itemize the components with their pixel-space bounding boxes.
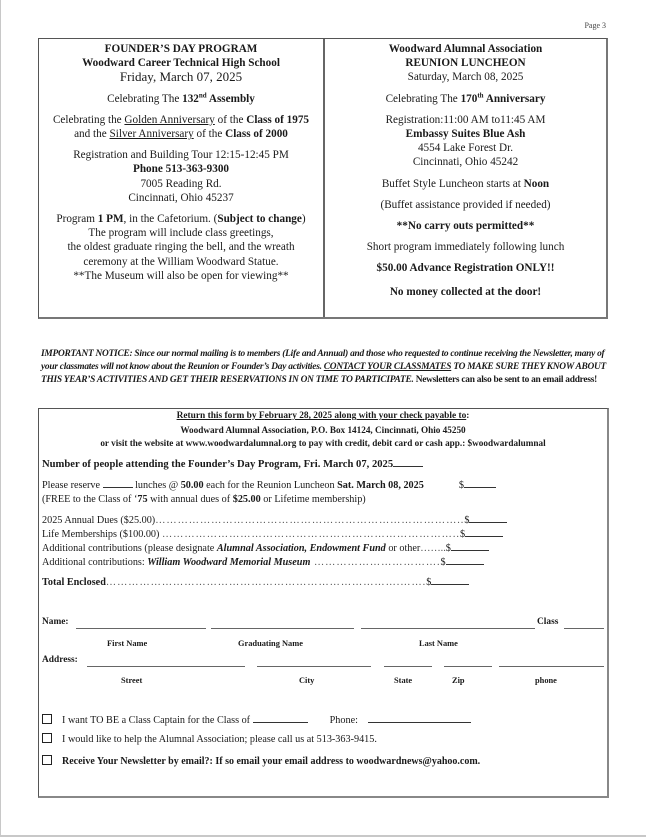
contribution-amount-field[interactable] [451,541,489,551]
return-by-line [39,410,607,424]
class-captain-label: I want TO BE a Class Captain for the Class of [62,715,253,726]
attending-row [42,457,423,470]
venue-city: Cincinnati, Ohio 45242 [412,156,519,169]
founders-date: Friday, March 07, 2025 [119,69,243,85]
street-field[interactable] [87,666,245,667]
text: each for the Reunion Luncheon [203,480,338,491]
school-phone: Phone 513-363-9300 [132,163,230,176]
reserve-row [42,478,496,491]
assembly-line [39,92,323,106]
dollar-sign: $ [426,577,432,588]
contribution-row-1: Additional contributions (please designate Alumnal Association, Endowment Fund or other……..$ [42,541,489,554]
celebrating-text: Celebrating The [107,92,183,105]
program-detail: the oldest graduate ringing the bell, and the wreath [67,241,295,254]
anniversary-line-2 [39,127,323,141]
text: or other [385,543,421,554]
subject-to-change: Subject to change [217,213,302,226]
luncheon-registration: Registration:11:00 AM to11:45 AM [385,113,546,126]
assembly-number: 132 [182,92,199,105]
museum-note: **The Museum will also be open for viewing** [73,269,289,282]
text: lunches @ [132,480,181,491]
total-label: Total Enclosed [42,577,106,588]
founders-day-column [39,39,325,317]
city-field[interactable] [257,666,371,667]
address-label: Address: [42,655,78,665]
golden-anniversary: Golden Anniversary [124,113,215,126]
text: Celebrating the [52,113,125,126]
program-detail: The program will include class greetings, [88,227,274,240]
text: Additional contributions: [42,557,148,568]
assembly-sup: nd [198,90,207,99]
luncheon-date: Sat. March 08, 2025 [337,480,424,491]
page-edge-left [0,0,1,836]
anniversary-number: 170 [460,92,478,105]
buffet-line [325,177,606,191]
text: ) [301,213,306,226]
class-2000: Class of 2000 [225,128,288,141]
graduating-name-field[interactable] [211,628,354,629]
last-name-field[interactable] [361,628,535,629]
form-header [39,410,607,451]
anniversary-line-1 [39,113,323,127]
website-line: or visit the website at www.woodwardalumnal.org to pay with credit, debit card or cash app.: $woodwardalumnal [100,438,546,448]
class-captain-checkbox[interactable] [42,714,52,724]
buffet-time: Noon [523,177,550,190]
important-notice [41,348,606,388]
luncheon-column [325,39,606,317]
luncheon-title: REUNION LUNCHEON [405,57,526,70]
program-detail: ceremony at the William Woodward Statue. [83,255,279,268]
lunch-price: 50.00 [180,480,204,491]
no-money-at-door: No money collected at the door! [389,285,542,298]
text: or Lifetime membership) [260,494,366,505]
last-name-caption: Last Name [419,639,458,648]
lunch-amount-field[interactable] [464,478,496,488]
luncheon-date: Saturday, March 08, 2025 [407,71,524,84]
contribution-designations: Alumnal Association, Endowment Fund [216,543,386,554]
contact-classmates: CONTACT YOUR CLASSMATES [323,362,452,373]
dollar-sign: $ [459,529,466,540]
text: with annual dues of [147,494,233,505]
attending-label: Number of people attending the Founder’s Day Program, Fri. March 07, 2025 [42,459,394,470]
annual-dues-field[interactable] [469,513,507,523]
venue-street: 4554 Lake Forest Dr. [417,142,514,155]
annual-dues-label: 2025 Annual Dues ($25.00) [42,515,156,526]
state-caption: State [394,676,413,685]
attending-count-field[interactable] [393,457,423,467]
return-deadline: Return this form by February 28, 2025 along with your check payable to [176,411,467,421]
program-time-line [39,212,323,226]
class-1975: Class of 1975 [246,113,310,126]
zip-caption: Zip [452,676,465,685]
contribution-row-2: Additional contributions: William Woodward Memorial Museum …………………………….$ [42,555,484,568]
first-name-caption: First Name [107,639,148,648]
name-label: Name: [42,617,69,627]
dollar-sign: $ [464,515,470,526]
text: of the [193,128,226,141]
first-name-field[interactable] [76,628,206,629]
annual-dues-row: 2025 Annual Dues ($25.00)………………………………………………………………………..$ [42,513,507,526]
text: Additional contributions (please designate [42,543,217,554]
advance-registration: $50.00 Advance Registration ONLY!! [376,262,555,275]
street-caption: Street [121,676,143,685]
school-name: Woodward Career Technical High School [82,57,280,70]
text: Program [56,213,98,226]
text: Please reserve [42,480,103,491]
anniversary-suffix: Anniversary [483,92,546,105]
help-label: I would like to help the Alumnal Association; please call us at 513-363-9415. [62,734,377,745]
buffet-assistance: (Buffet assistance provided if needed) [380,198,551,211]
anniversary-line [325,92,606,106]
registration-form [38,408,609,798]
life-membership-label: Life Memberships ($100.00) [42,529,162,540]
text: : [466,411,470,421]
newsletter-email-note: Newsletters can also be sent to an email address! [413,375,597,386]
school-city: Cincinnati, Ohio 45237 [128,191,234,204]
text: and the [74,128,110,141]
free-dues: $25.00 [232,494,261,505]
notice-text: TO MAKE SURE THEY KNOW ABOUT THIS YEAR’S ACTIVITIES AND GET THEIR RESERVATIONS IN ON TIME TO PARTICIPATE. [41,362,607,386]
program-time: 1 PM [97,213,124,226]
registration-tour: Registration and Building Tour 12:15-12:45 PM [73,149,289,162]
class-label: Class [537,617,559,627]
class-field[interactable] [564,628,604,629]
captain-phone-field[interactable] [368,713,471,723]
association-name: Woodward Alumnal Association [388,43,543,55]
city-caption: City [299,676,315,685]
lunch-count-field[interactable] [103,478,133,488]
short-program: Short program immediately following lunch [366,241,565,254]
founders-title: FOUNDER’S DAY PROGRAM [104,43,258,55]
anniversary-sup: th [477,90,484,99]
graduating-name-caption: Graduating Name [238,639,303,648]
help-row [42,733,377,745]
captain-phone-label: Phone: [329,715,358,726]
text: (FREE to the Class of ‘ [42,494,138,505]
class-captain-row [42,713,471,726]
dollar-sign: $ [440,557,446,568]
dollar-sign: $ [445,543,451,554]
email-newsletter-checkbox[interactable] [42,755,52,765]
text: of the [214,113,247,126]
page-number: Page 3 [584,21,606,30]
text: Buffet Style Luncheon starts at [381,177,524,190]
total-row: Total Enclosed…………………………………………………………………….…….$ [42,575,469,588]
life-membership-row: Life Memberships ($100.00) ……………………………………………………………………..$ [42,527,503,540]
museum-name: William Woodward Memorial Museum [147,557,311,568]
notice-text: IMPORTANT NOTICE: Since our normal mailing is to members (Life and Annual) and those who requested to continue receiving the Newsletter, many of your classmates will not know about the Reunion or Founder’s Day activities. [41,349,605,373]
dollar-sign: $ [458,480,464,491]
free-class: 75 [137,494,148,505]
total-field[interactable] [431,575,469,585]
silver-anniversary: Silver Anniversary [109,128,194,141]
text: , in the Cafetorium. ( [123,213,218,226]
email-newsletter-row [42,755,480,767]
email-newsletter-label: Receive Your Newsletter by email?: If so email your email address to woodwardnews@yahoo.com. [62,756,481,767]
events-box [38,38,608,319]
zip-field[interactable] [444,666,492,667]
text: Celebrating The [385,92,461,105]
assembly-suffix: Assembly [206,92,255,105]
life-membership-field[interactable] [465,527,503,537]
phone-caption: phone [535,676,557,685]
state-field[interactable] [384,666,432,667]
help-checkbox[interactable] [42,733,52,743]
captain-class-field[interactable] [253,713,308,723]
mailing-address: Woodward Alumnal Association, P.O. Box 14124, Cincinnati, Ohio 45250 [180,424,466,435]
school-street: 7005 Reading Rd. [140,177,222,190]
museum-contribution-field[interactable] [446,555,484,565]
free-note [42,494,366,505]
venue-name: Embassy Suites Blue Ash [405,128,526,141]
phone-field[interactable] [499,666,604,667]
no-carry-outs: **No carry outs permitted** [396,220,535,233]
